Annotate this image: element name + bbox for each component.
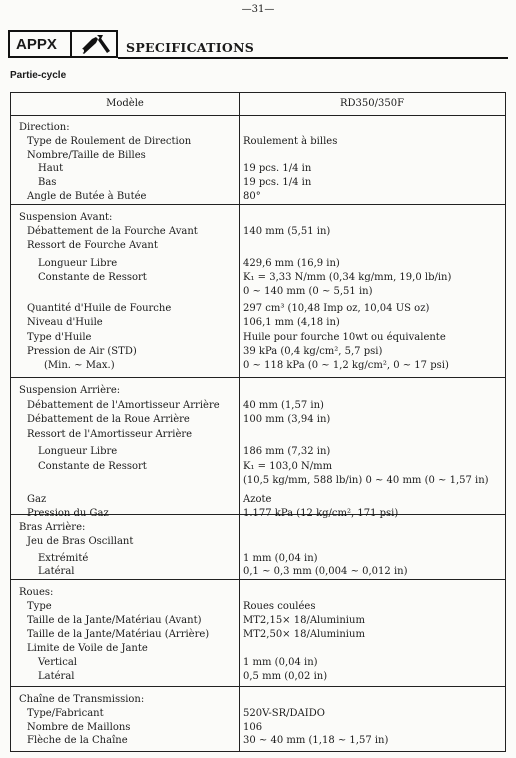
spec-group bbox=[11, 580, 505, 687]
column-header-model: Modèle bbox=[106, 98, 144, 109]
spec-label: Latéral bbox=[38, 566, 75, 578]
page-title: SPECIFICATIONS bbox=[126, 40, 255, 55]
spec-row bbox=[11, 271, 505, 284]
appx-label: APPX bbox=[10, 32, 72, 56]
spec-label: Vertical bbox=[38, 657, 77, 668]
spec-value: 0,1 ~ 0,3 mm (0,004 ~ 0,012 in) bbox=[243, 566, 408, 578]
spec-value: K₁ = 3,33 N/mm (0,34 kg/mm, 19,0 lb/in) bbox=[243, 271, 452, 283]
spec-label: Débattement de la Fourche Avant bbox=[27, 226, 198, 238]
spec-row bbox=[11, 586, 505, 599]
spec-row bbox=[11, 552, 505, 565]
spec-value: 39 kPa (0,4 kg/cm², 5,7 psi) bbox=[243, 345, 383, 357]
spec-value: 19 pcs. 1/4 in bbox=[243, 163, 312, 175]
spec-value: 297 cm³ (10,48 Imp oz, 10,04 US oz) bbox=[243, 303, 430, 315]
spec-label: Chaîne de Transmission: bbox=[19, 694, 145, 705]
spec-label: Constante de Ressort bbox=[38, 460, 147, 472]
spec-table bbox=[10, 92, 506, 752]
spec-value: 106,1 mm (4,18 in) bbox=[243, 317, 340, 329]
spec-row bbox=[11, 413, 505, 426]
spec-value: 1.177 kPa (12 kg/cm², 171 psi) bbox=[243, 508, 399, 519]
spec-value: 429,6 mm (16,9 in) bbox=[243, 257, 340, 269]
spec-label: Pression du Gaz bbox=[27, 508, 109, 519]
spec-label: Angle de Butée à Butée bbox=[27, 191, 147, 202]
spec-label: Suspension Avant: bbox=[19, 212, 113, 223]
spec-label: Longueur Libre bbox=[38, 446, 118, 457]
spec-label: Latéral bbox=[38, 671, 75, 682]
spec-row bbox=[11, 302, 505, 315]
spec-label: Niveau d'Huile bbox=[27, 317, 103, 329]
spec-value: 186 mm (7,32 in) bbox=[243, 446, 331, 457]
spec-row bbox=[11, 225, 505, 238]
spec-row bbox=[11, 521, 505, 534]
spec-row bbox=[11, 359, 505, 372]
spec-value: 140 mm (5,51 in) bbox=[243, 226, 331, 238]
spec-row bbox=[11, 135, 505, 148]
spec-row bbox=[11, 721, 505, 734]
spec-label: Jeu de Bras Oscillant bbox=[27, 535, 134, 547]
spec-row bbox=[11, 285, 505, 298]
spec-row bbox=[11, 190, 505, 203]
spec-value: Roulement à billes bbox=[243, 135, 338, 147]
spec-label: Constante de Ressort bbox=[38, 271, 147, 283]
spec-label: Nombre/Taille de Billes bbox=[27, 149, 146, 161]
spec-row bbox=[11, 628, 505, 641]
spec-value: Huile pour fourche 10wt ou équivalente bbox=[243, 331, 446, 343]
spec-row bbox=[11, 614, 505, 627]
spec-label: Extrémité bbox=[38, 552, 89, 564]
spec-label: Type de Roulement de Direction bbox=[27, 135, 192, 147]
spec-row bbox=[11, 642, 505, 655]
spec-label: Type bbox=[27, 601, 52, 612]
spec-group bbox=[11, 205, 505, 378]
spec-label: Bas bbox=[38, 177, 57, 189]
spec-label: Ressort de Fourche Avant bbox=[27, 240, 158, 252]
section-header bbox=[8, 30, 508, 62]
spec-value: MT2,50× 18/Aluminium bbox=[243, 629, 365, 640]
spec-row bbox=[11, 428, 505, 441]
spec-row bbox=[11, 257, 505, 270]
spec-label: Limite de Voile de Jante bbox=[27, 643, 148, 654]
spec-label: Haut bbox=[38, 163, 64, 175]
spec-label: Gaz bbox=[27, 493, 47, 505]
spec-row bbox=[11, 176, 505, 189]
appx-badge bbox=[8, 30, 118, 58]
table-header bbox=[11, 93, 505, 116]
page-number: —31— bbox=[241, 4, 275, 15]
spec-label: (Min. ~ Max.) bbox=[44, 360, 115, 371]
spec-value: Azote bbox=[243, 493, 272, 505]
spec-group bbox=[11, 378, 505, 519]
spec-row bbox=[11, 734, 505, 747]
spec-value: 30 ~ 40 mm (1,18 ~ 1,57 in) bbox=[243, 735, 389, 747]
spec-row bbox=[11, 316, 505, 329]
spec-value: 1 mm (0,04 in) bbox=[243, 657, 318, 668]
spec-value: 0 ~ 118 kPa (0 ~ 1,2 kg/cm², 0 ~ 17 psi) bbox=[243, 360, 449, 371]
spec-group bbox=[11, 515, 505, 580]
spec-value: 520V-SR/DAIDO bbox=[243, 707, 325, 719]
spec-label: Débattement de l'Amortisseur Arrière bbox=[27, 399, 220, 411]
header-rule bbox=[118, 57, 508, 59]
spec-group bbox=[11, 687, 505, 751]
tools-icon bbox=[72, 32, 116, 56]
spec-row bbox=[11, 331, 505, 344]
spec-value: MT2,15× 18/Aluminium bbox=[243, 615, 365, 626]
spec-row bbox=[11, 384, 505, 397]
spec-row bbox=[11, 565, 505, 578]
spec-row bbox=[11, 445, 505, 458]
spec-row bbox=[11, 211, 505, 224]
spec-value: 100 mm (3,94 in) bbox=[243, 414, 331, 425]
spec-label: Pression de Air (STD) bbox=[27, 345, 137, 357]
spec-label: Type d'Huile bbox=[27, 331, 92, 343]
spec-label: Suspension Arrière: bbox=[19, 385, 121, 396]
spec-label: Ressort de l'Amortisseur Arrière bbox=[27, 428, 193, 440]
spec-label: Débattement de la Roue Arrière bbox=[27, 414, 190, 425]
spec-row bbox=[11, 493, 505, 506]
spec-row bbox=[11, 707, 505, 720]
spec-label: Quantité d'Huile de Fourche bbox=[27, 303, 172, 315]
spec-value: 0 ~ 140 mm (0 ~ 5,51 in) bbox=[243, 286, 373, 297]
spec-row bbox=[11, 600, 505, 613]
spec-value: 0,5 mm (0,02 in) bbox=[243, 671, 328, 682]
spec-label: Nombre de Maillons bbox=[27, 721, 131, 733]
spec-label: Taille de la Jante/Matériau (Avant) bbox=[27, 615, 202, 626]
spec-value: 19 pcs. 1/4 in bbox=[243, 177, 312, 189]
spec-row bbox=[11, 345, 505, 358]
spec-row bbox=[11, 656, 505, 669]
spec-value: (10,5 kg/mm, 588 lb/in) 0 ~ 40 mm (0 ~ 1,57 in) bbox=[243, 475, 489, 486]
spec-row bbox=[11, 149, 505, 162]
spec-label: Flèche de la Chaîne bbox=[27, 735, 128, 747]
spec-row bbox=[11, 121, 505, 134]
spec-label: Direction: bbox=[19, 122, 70, 133]
spec-value: 1 mm (0,04 in) bbox=[243, 552, 318, 564]
spec-row bbox=[11, 239, 505, 252]
spec-label: Bras Arrière: bbox=[19, 522, 86, 533]
spec-label: Taille de la Jante/Matériau (Arrière) bbox=[27, 629, 210, 640]
spec-value: 80° bbox=[243, 191, 261, 202]
spec-row bbox=[11, 693, 505, 706]
spec-group bbox=[11, 115, 505, 205]
spec-row bbox=[11, 535, 505, 548]
spec-value: 40 mm (1,57 in) bbox=[243, 399, 324, 411]
spec-row bbox=[11, 162, 505, 175]
spec-label: Roues: bbox=[19, 587, 54, 598]
section-title: Partie-cycle bbox=[10, 70, 67, 81]
spec-row bbox=[11, 399, 505, 412]
spec-value: K₁ = 103,0 N/mm bbox=[243, 460, 333, 472]
spec-row bbox=[11, 460, 505, 473]
spec-label: Longueur Libre bbox=[38, 257, 118, 269]
spec-label: Type/Fabricant bbox=[27, 707, 104, 719]
column-header-value: RD350/350F bbox=[339, 98, 405, 109]
spec-value: 106 bbox=[243, 721, 263, 733]
spec-row bbox=[11, 474, 505, 487]
spec-value: Roues coulées bbox=[243, 601, 316, 612]
spec-row bbox=[11, 670, 505, 683]
